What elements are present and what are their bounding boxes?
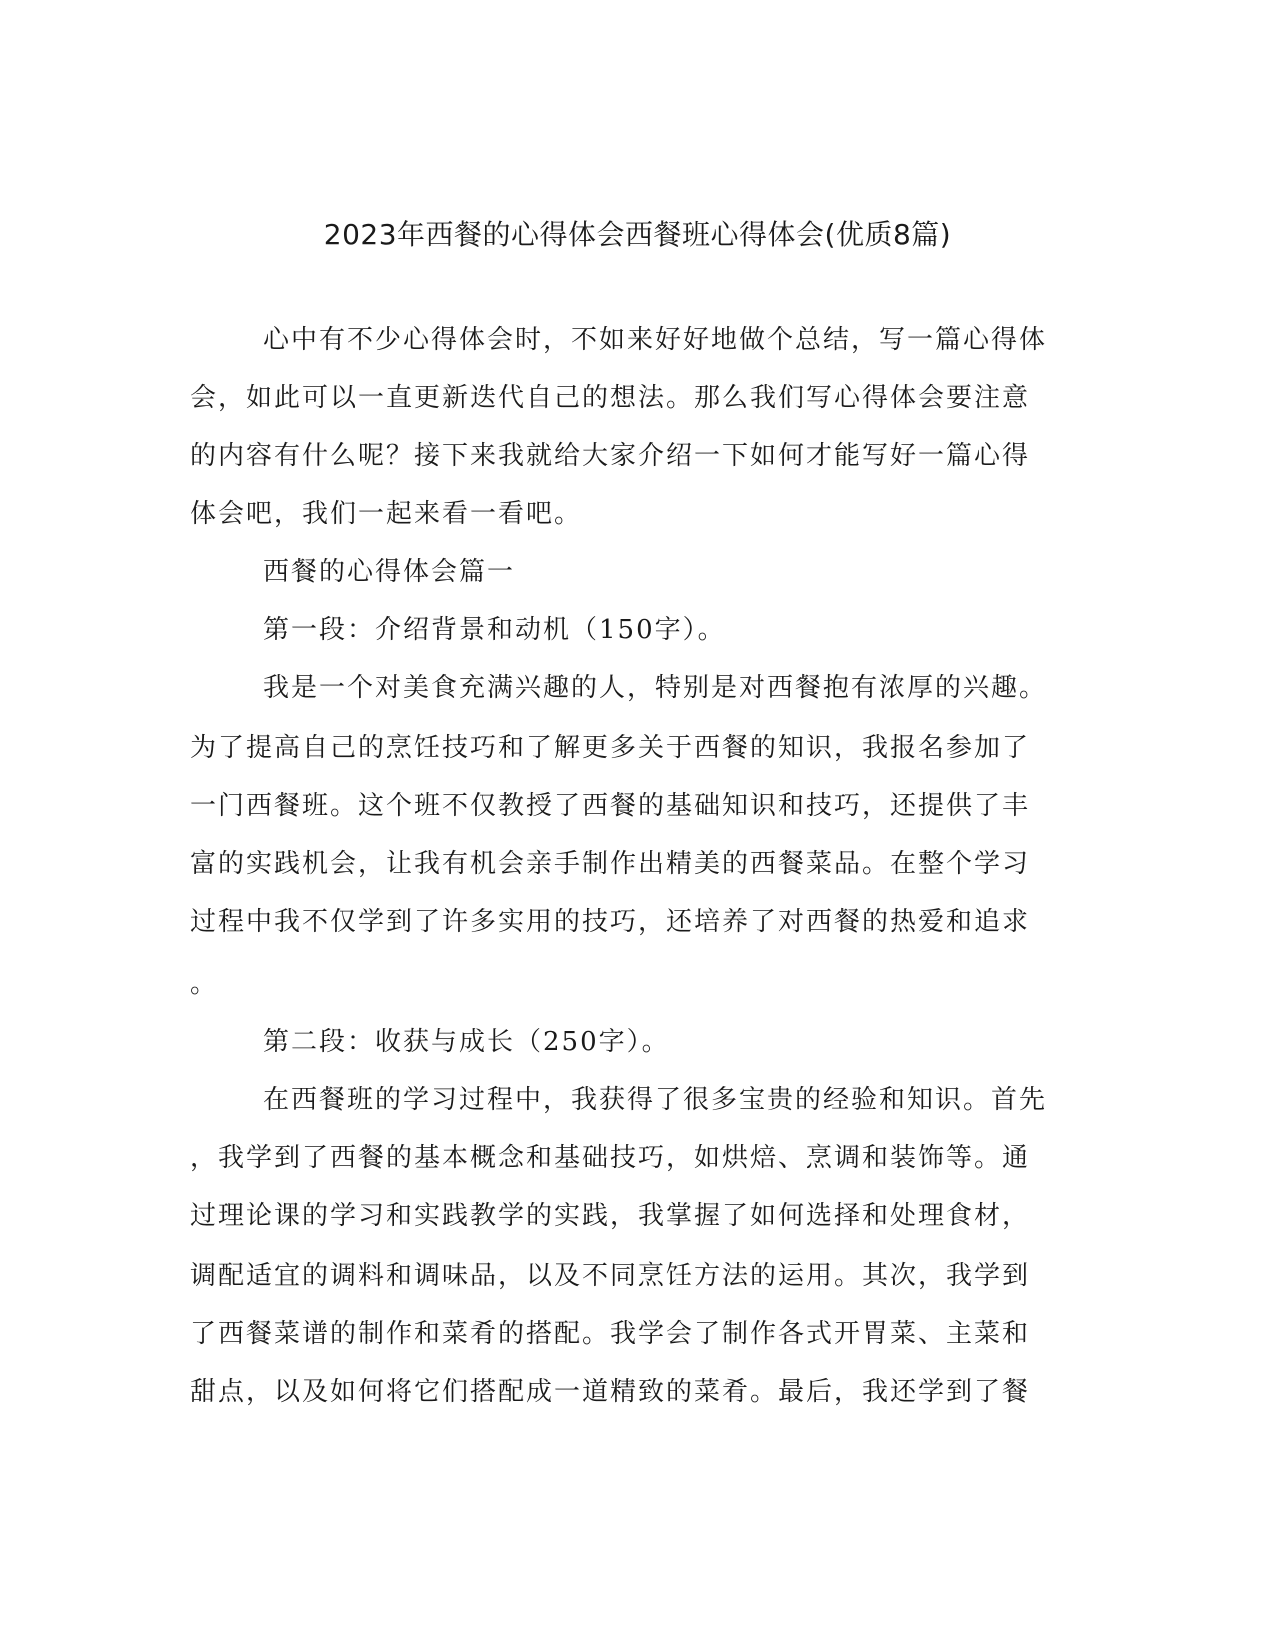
section-heading: 西餐的心得体会篇一	[263, 557, 516, 587]
paragraph-line: ，我学到了西餐的基本概念和基础技巧，如烘焙、烹调和装饰等。通	[190, 1143, 1031, 1173]
paragraph-line: 一门西餐班。这个班不仅教授了西餐的基础知识和技巧，还提供了丰	[190, 791, 1031, 821]
paragraph-line: 我是一个对美食充满兴趣的人，特别是对西餐抱有浓厚的兴趣。	[263, 673, 1048, 703]
section-subheading: 第二段：收获与成长（250字）。	[263, 1027, 670, 1057]
paragraph-line: 为了提高自己的烹饪技巧和了解更多关于西餐的知识，我报名参加了	[190, 733, 1031, 763]
paragraph-line: 心中有不少心得体会时，不如来好好地做个总结，写一篇心得体	[263, 325, 1048, 355]
paragraph-line: 过理论课的学习和实践教学的实践，我掌握了如何选择和处理食材，	[190, 1201, 1031, 1231]
paragraph-line: 会，如此可以一直更新迭代自己的想法。那么我们写心得体会要注意	[190, 383, 1031, 413]
paragraph-line: 了西餐菜谱的制作和菜肴的搭配。我学会了制作各式开胃菜、主菜和	[190, 1319, 1031, 1349]
paragraph-line: 甜点，以及如何将它们搭配成一道精致的菜肴。最后，我还学到了餐	[190, 1377, 1031, 1407]
paragraph-line: 在西餐班的学习过程中，我获得了很多宝贵的经验和知识。首先	[263, 1085, 1048, 1115]
paragraph-line: 调配适宜的调料和调味品，以及不同烹饪方法的运用。其次，我学到	[190, 1261, 1031, 1291]
paragraph-line: 过程中我不仅学到了许多实用的技巧，还培养了对西餐的热爱和追求	[190, 907, 1031, 937]
document-title: 2023年西餐的心得体会西餐班心得体会(优质8篇)	[323, 218, 952, 251]
paragraph-line: 体会吧，我们一起来看一看吧。	[190, 499, 583, 529]
paragraph-line: 。	[190, 969, 219, 999]
paragraph-line: 富的实践机会，让我有机会亲手制作出精美的西餐菜品。在整个学习	[190, 849, 1031, 879]
paragraph-line: 的内容有什么呢？接下来我就给大家介绍一下如何才能写好一篇心得	[190, 441, 1031, 471]
section-subheading: 第一段：介绍背景和动机（150字）。	[263, 615, 726, 645]
